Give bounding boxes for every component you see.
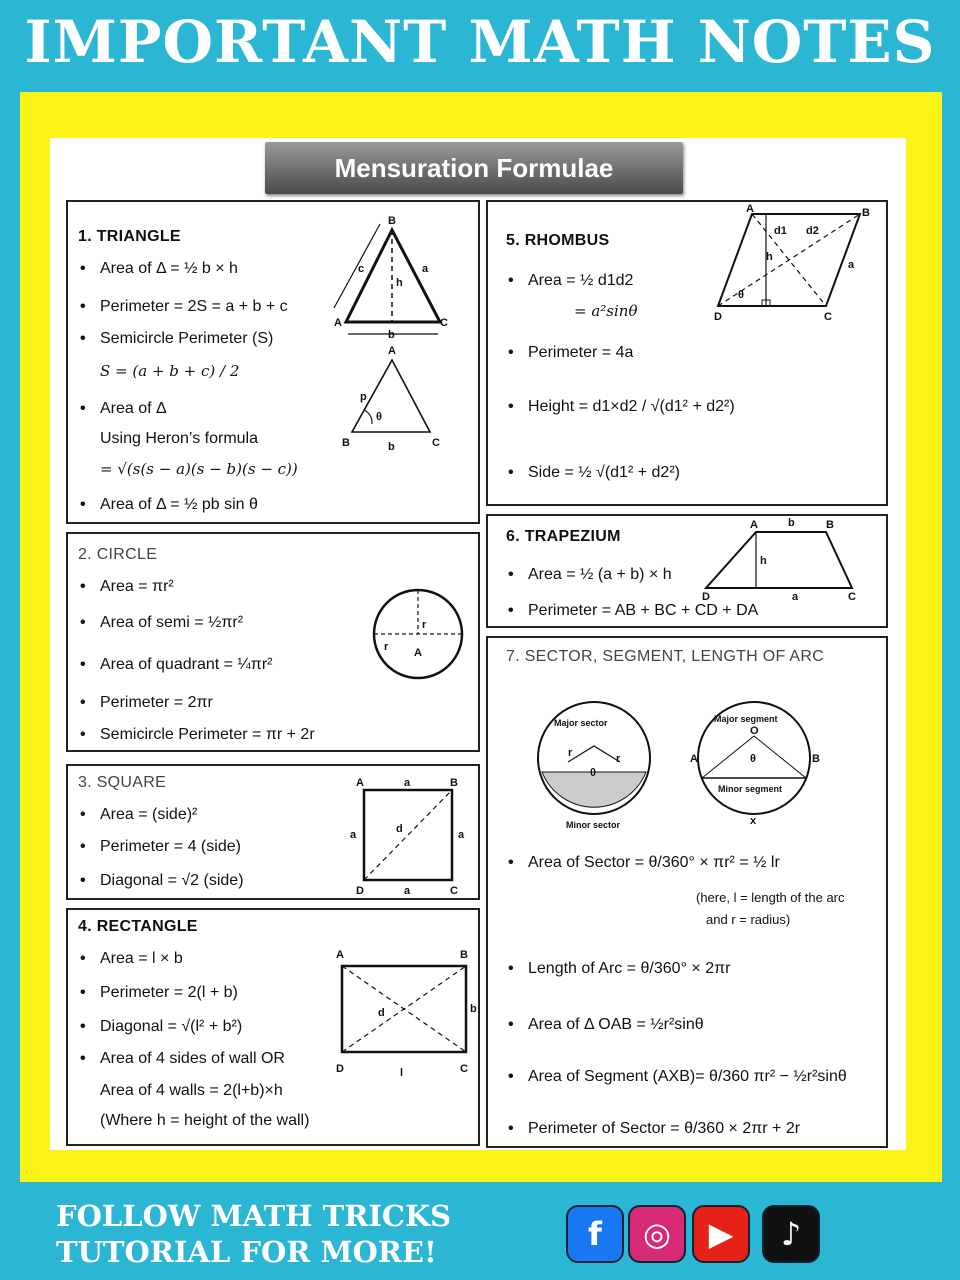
sector-box — [486, 636, 888, 1148]
circle-area: • Area = πr² — [100, 578, 174, 596]
svg-text:a: a — [404, 885, 411, 897]
svg-text:O: O — [750, 725, 759, 737]
trapezium-perimeter: • Perimeter = AB + BC + CD + DA — [528, 602, 758, 620]
length-of-arc: • Length of Arc = θ/360° × 2πr — [528, 960, 730, 978]
triangle-box — [66, 200, 480, 524]
svg-text:r: r — [568, 747, 573, 759]
sector-diagram-icon — [528, 688, 858, 838]
rectangle-area: • Area = l × b — [100, 950, 183, 968]
trapezium-area: • Area = ½ (a + b) × h — [528, 566, 672, 584]
svg-text:b: b — [788, 517, 795, 529]
circle-perimeter: • Perimeter = 2πr — [100, 694, 213, 712]
square-perimeter: • Perimeter = 4 (side) — [100, 838, 241, 856]
svg-text:C: C — [824, 311, 832, 323]
rectangle-perimeter: • Perimeter = 2(l + b) — [100, 984, 238, 1002]
rectangle-walls-1: • Area of 4 sides of wall OR — [100, 1050, 285, 1068]
triangle-area-delta: • Area of Δ — [100, 400, 167, 418]
circle-quadrant: • Area of quadrant = ¼πr² — [100, 656, 272, 674]
area-of-sector: • Area of Sector = θ/360° × πr² = ½ lr — [528, 854, 780, 872]
rectangle-walls-2: Area of 4 walls = 2(l+b)×h — [100, 1082, 283, 1099]
rhombus-heading: 5. RHOMBUS — [506, 232, 610, 249]
svg-text:h: h — [766, 251, 773, 263]
svg-text:r: r — [384, 641, 389, 653]
svg-text:h: h — [760, 555, 767, 567]
svg-text:D: D — [714, 311, 722, 323]
svg-text:D: D — [356, 885, 364, 897]
rhombus-area-1: • Area = ½ d1d2 — [528, 272, 633, 290]
banner-title: IMPORTANT MATH NOTES — [24, 8, 936, 76]
svg-text:h: h — [396, 277, 403, 289]
circle-semi-perimeter: • Semicircle Perimeter = πr + 2r — [100, 726, 315, 744]
svg-text:c: c — [358, 263, 365, 275]
svg-text:B: B — [388, 215, 396, 227]
svg-text:l: l — [400, 1067, 404, 1079]
svg-text:r: r — [616, 753, 621, 765]
area-of-segment: • Area of Segment (AXB)= θ/360 πr² − ½r²sinθ — [528, 1068, 847, 1086]
svg-text:θ: θ — [750, 753, 756, 765]
svg-text:a: a — [404, 777, 411, 789]
square-box — [66, 764, 480, 900]
sector-heading: 7. SECTOR, SEGMENT, LENGTH OF ARC — [506, 648, 825, 665]
svg-text:d2: d2 — [806, 225, 819, 237]
triangle-diagram-icon — [330, 210, 460, 510]
triangle-semi-label: • Semicircle Perimeter (S) — [100, 330, 273, 348]
square-area: • Area = (side)² — [100, 806, 197, 824]
svg-text:C: C — [848, 591, 856, 603]
triangle-perimeter: • Perimeter = 2S = a + b + c — [100, 298, 288, 316]
tiktok-icon[interactable]: ♪ — [762, 1205, 820, 1263]
svg-text:d1: d1 — [774, 225, 787, 237]
svg-text:C: C — [432, 437, 440, 449]
circle-semi: • Area of semi = ½πr² — [100, 614, 243, 632]
svg-text:D: D — [702, 591, 710, 603]
area-of-oab: • Area of Δ OAB = ½r²sinθ — [528, 1016, 704, 1034]
minor-sector-label: Minor sector — [566, 820, 621, 830]
sheet-title: Mensuration Formulae — [265, 142, 683, 194]
rhombus-side: • Side = ½ √(d1² + d2²) — [528, 464, 680, 482]
svg-text:B: B — [826, 519, 834, 531]
svg-text:B: B — [450, 777, 458, 789]
svg-text:θ: θ — [376, 411, 382, 423]
svg-text:a: a — [458, 829, 465, 841]
svg-text:p: p — [360, 391, 367, 403]
svg-text:A: A — [388, 345, 396, 357]
rectangle-diagram-icon — [330, 940, 476, 1082]
svg-text:A: A — [334, 317, 342, 329]
svg-text:b: b — [388, 329, 395, 341]
rectangle-diagonal: • Diagonal = √(l² + b²) — [100, 1018, 242, 1036]
major-segment-label: Major segment — [714, 714, 778, 724]
trapezium-box — [486, 514, 888, 628]
svg-text:d: d — [396, 823, 403, 835]
youtube-icon[interactable]: ▶ — [692, 1205, 750, 1263]
sector-note-2: and r = radius) — [706, 912, 791, 927]
facebook-icon[interactable]: f — [566, 1205, 624, 1263]
svg-text:A: A — [750, 519, 758, 531]
svg-text:d: d — [378, 1007, 385, 1019]
rhombus-height: • Height = d1×d2 / √(d1² + d2²) — [528, 398, 735, 416]
footer-text — [56, 1198, 451, 1270]
svg-text:A: A — [746, 203, 754, 215]
svg-text:B: B — [342, 437, 350, 449]
svg-text:A: A — [336, 949, 344, 961]
triangle-semi-formula: S = (a + b + c) / 2 — [100, 362, 240, 380]
heron-label: Using Heron’s formula — [100, 430, 258, 447]
heron-formula: = √(s(s − a)(s − b)(s − c)) — [100, 460, 298, 478]
svg-text:C: C — [460, 1063, 468, 1075]
circle-diagram-icon — [370, 574, 466, 684]
rhombus-perimeter: • Perimeter = 4a — [528, 344, 633, 362]
triangle-area-sin: • Area of Δ = ½ pb sin θ — [100, 496, 258, 514]
instagram-icon[interactable]: ◎ — [628, 1205, 686, 1263]
formula-sheet — [50, 138, 906, 1150]
svg-text:r: r — [422, 619, 427, 631]
triangle-heading: 1. TRIANGLE — [78, 228, 181, 245]
sector-note-1: (here, l = length of the arc — [696, 890, 845, 905]
svg-text:B: B — [460, 949, 468, 961]
rectangle-walls-3: (Where h = height of the wall) — [100, 1112, 310, 1129]
svg-text:A: A — [356, 777, 364, 789]
svg-text:a: a — [792, 591, 799, 603]
svg-text:D: D — [336, 1063, 344, 1075]
svg-text:B: B — [812, 753, 820, 765]
svg-text:b: b — [388, 441, 395, 453]
svg-text:a: a — [350, 829, 357, 841]
triangle-area: • Area of Δ = ½ b × h — [100, 260, 238, 278]
svg-text:A: A — [690, 753, 698, 765]
rhombus-area-2: = a²sinθ — [574, 302, 638, 320]
rhombus-box — [486, 200, 888, 506]
rhombus-diagram-icon — [714, 202, 884, 326]
trapezium-heading: 6. TRAPEZIUM — [506, 528, 621, 545]
footer-line-1: FOLLOW MATH TRICKS — [56, 1199, 452, 1233]
circle-heading: 2. CIRCLE — [78, 546, 158, 563]
svg-text:B: B — [862, 207, 870, 219]
svg-text:C: C — [440, 317, 448, 329]
svg-text:a: a — [848, 259, 855, 271]
svg-text:θ: θ — [590, 767, 596, 779]
square-heading: 3. SQUARE — [78, 774, 167, 791]
perimeter-of-sector: • Perimeter of Sector = θ/360 × 2πr + 2r — [528, 1120, 800, 1138]
svg-text:a: a — [422, 263, 429, 275]
circle-box — [66, 532, 480, 752]
svg-text:x: x — [750, 815, 757, 827]
square-diagram-icon — [350, 770, 474, 898]
rectangle-box — [66, 908, 480, 1146]
minor-segment-label: Minor segment — [718, 784, 783, 794]
svg-text:b: b — [470, 1003, 477, 1015]
svg-text:A: A — [414, 647, 422, 659]
svg-text:C: C — [450, 885, 458, 897]
svg-text:θ: θ — [738, 289, 744, 301]
trapezium-diagram-icon — [702, 516, 882, 602]
square-diagonal: • Diagonal = √2 (side) — [100, 872, 244, 890]
footer-line-2: TUTORIAL FOR MORE! — [56, 1235, 437, 1269]
major-sector-label: Major sector — [554, 718, 608, 728]
rectangle-heading: 4. RECTANGLE — [78, 918, 198, 935]
